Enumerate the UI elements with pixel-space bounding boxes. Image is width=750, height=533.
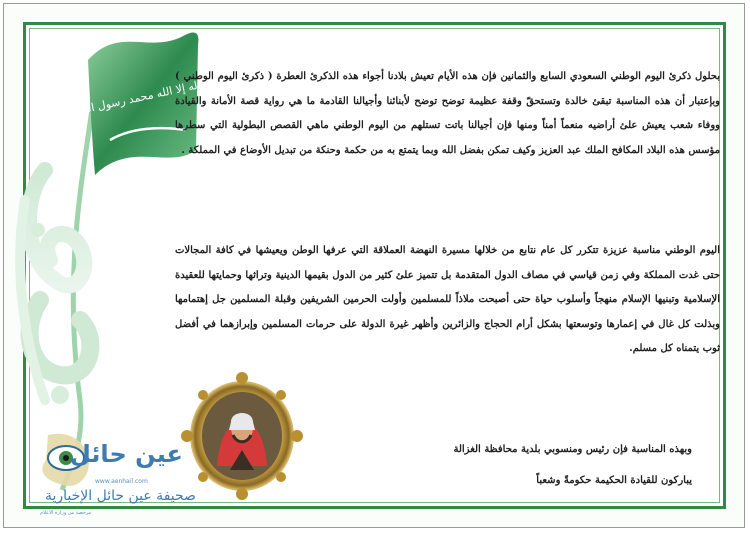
paragraph-national-day-intro: بحلول ذكرئ اليوم الوطني السعودي السابع والثمانين فإن هذه الأيام تعيش بلادنا أجواء هذه الذكرئ العطرة ( ذكرئ اليوم الوطني ) وبإعتبار أن هذه المناسبة تبقئ خالدة وتستحقّ وقفة عظيمة توضح توضح لأبنائنا وأجيالنا القادمة ما هي رواية قصة الأمانة والقيادة ووفاء شعب يعيش علئ أراضيه منعماً أمناً ومنها فإن أجيالنا باتت تستلهم من اليوم الوطني ماهي القصص البطولية التي سطرها مؤسس هذه البلاد المكافح الملك عبد العزيز وكيف تمكن بفضل الله وبما يتمتع به من حكمة وحنكة من تبديل الأوضاع في المملكة . — [175, 71, 720, 156]
logo-subtitle: صحيفة عين حائل الإخبارية — [45, 488, 196, 504]
closing-line-congratulations: يباركون للقيادة الحكيمة حكومةً وشعباً — [536, 475, 692, 486]
closing-line-municipality: وبهذه المناسبة فإن رئيس ومنسوبي بلدية محافظة الغزالة — [453, 444, 692, 455]
logo-name: عين حائل — [70, 440, 183, 468]
logo-license: مرخصة من وزارة الاعلام — [40, 510, 92, 516]
paragraph-national-day-achievements: اليوم الوطني مناسبة عزيزة تتكرر كل عام نتابع من خلالها مسيرة النهضة العملاقة التي عرفها الوطن ويعيشها في كافة المجالات حتى غدت المملكة وفي زمن قياسي في مصاف الدول المتقدمة بل تتميز علئ كثير من الدول بقيمها الدينية وتراثها وحمايتها للعقيدة الإسلامية وتبنيها الإسلام منهجاً وأسلوب حياة حتى أصبحت ملاذاً للمسلمين وأولت الحرمين الشريفين وقبلة المسلمين جل إهتمامها وبذلت كل غال في إعمارها وتوسعتها بشكل أرام الحجاج والزائرين وأظهر غيرة الدولة على حرمات المسلمين وإبرازهما في أفضل ثوب يتمناه كل مسلم. — [175, 245, 720, 354]
flag-inscription: لا إله إلا الله محمد رسول الله — [77, 76, 212, 117]
logo-url: www.aenhail.com — [95, 478, 148, 485]
portrait-ornate-frame — [175, 370, 310, 500]
